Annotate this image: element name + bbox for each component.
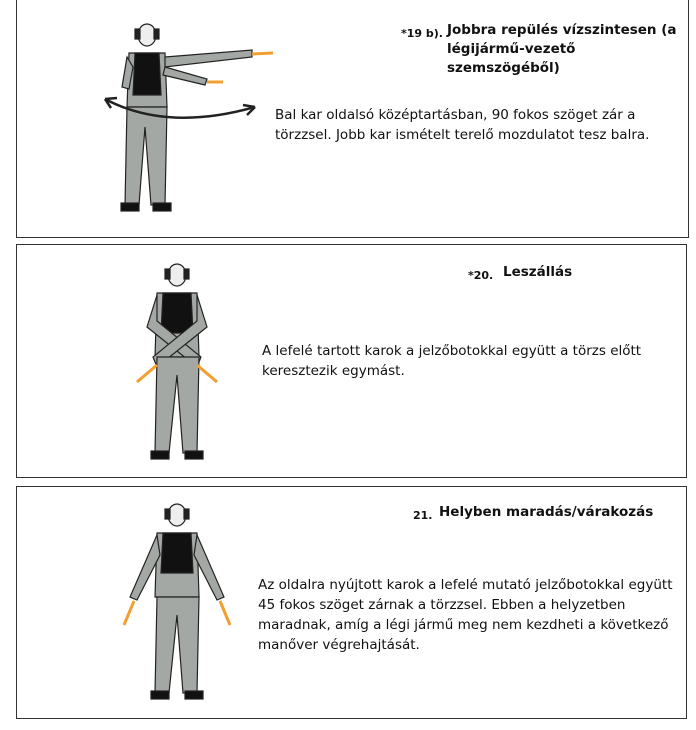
signal-number: 21. [413,509,433,522]
signal-title [503,263,572,282]
marshaller-figure-hold-position [112,497,242,707]
signal-number: *20. [468,269,494,282]
signal-description [275,105,649,145]
description-line: A lefelé tartott karok a jelzőbotokkal együtt a törzs előtt [262,343,642,359]
title-line: Leszállás [503,264,573,280]
title-line: légijármű-vezető szemszögéből) [447,41,576,76]
signal-description [262,341,641,381]
description-line: 45 fokos szöget zárnak a törzzsel. Ebben a helyzetben [258,597,626,613]
signal-number: *19 b). [401,27,443,40]
title-line: Jobbra repülés vízszintesen (a [447,22,677,38]
description-line: Bal kar oldalsó középtartásban, 90 fokos szöget zár a [275,107,636,123]
description-line: törzzsel. Jobb kar ismételt terelő mozdulatot tesz balra. [275,127,650,143]
signal-panel-21 [16,486,687,719]
description-line: Az oldalra nyújtott karok a lefelé mutató jelzőbotokkal együtt [258,577,673,593]
signal-title [447,21,688,78]
description-line: keresztezik egymást. [262,363,405,379]
description-line: maradnak, amíg a légi jármű meg nem kezdheti a következő [258,617,669,633]
marshaller-figure-right-turn [77,17,287,227]
description-line: manőver végrehajtását. [258,637,420,653]
signal-description [258,575,673,655]
signal-panel-20 [16,244,687,478]
marshaller-figure-landing [117,257,237,467]
signal-panel-19b [16,0,689,238]
signal-title [439,503,653,522]
title-line: Helyben maradás/várakozás [439,504,654,520]
